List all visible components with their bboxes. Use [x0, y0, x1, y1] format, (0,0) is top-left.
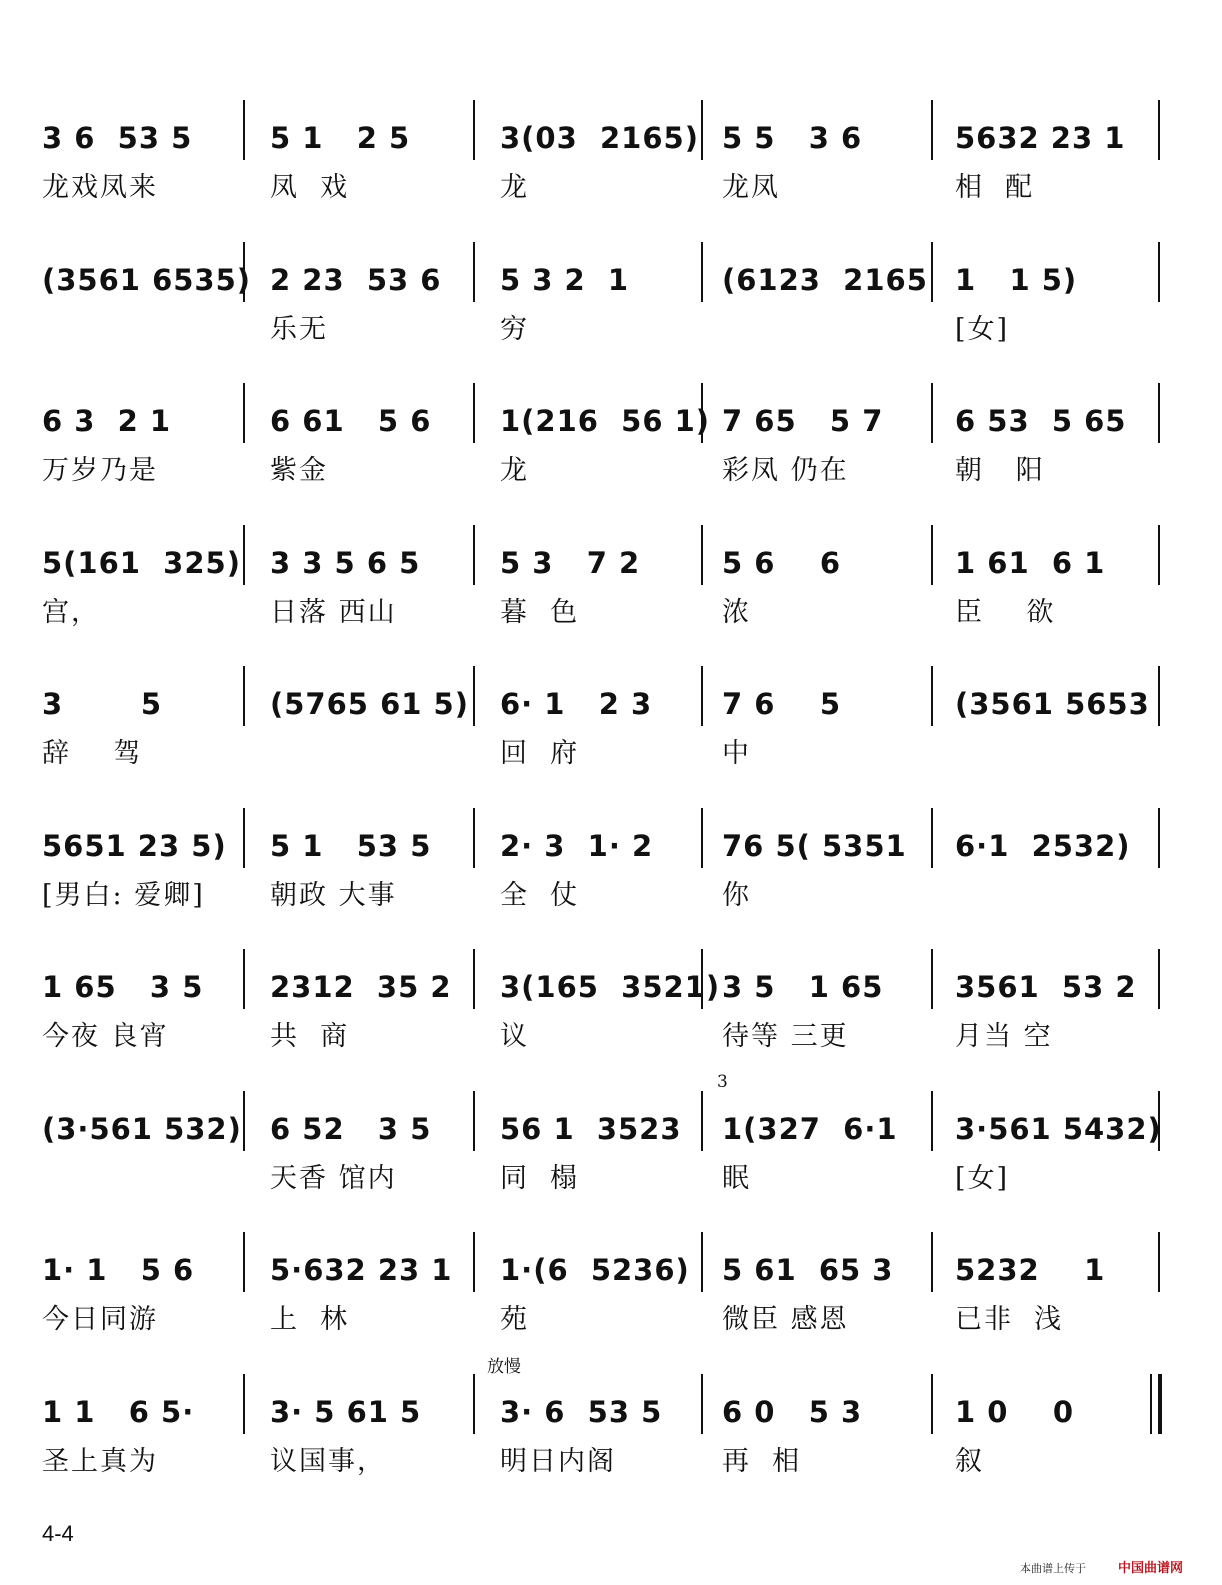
- measure-lyric: 紫金: [270, 455, 328, 486]
- barline: [243, 525, 245, 585]
- measure-lyric: 再 相: [722, 1446, 802, 1477]
- measure-notes: (3561 5653: [955, 687, 1150, 721]
- measure-lyric: 议国事，: [270, 1446, 386, 1477]
- barline: [473, 949, 475, 1009]
- barline: [1158, 383, 1160, 443]
- barline: [1158, 525, 1160, 585]
- barline: [1158, 808, 1160, 868]
- measure-lyric: [女]: [955, 1163, 1010, 1194]
- measure-notes: 5(161 325): [42, 546, 241, 580]
- measure-notes: 6 53 5 65: [955, 404, 1127, 438]
- measure-notes: (6123 2165: [722, 263, 928, 297]
- measure-notes: 3 5: [42, 687, 163, 721]
- measure-lyric: 今夜 良宵: [42, 1021, 169, 1052]
- score-system: [0, 1091, 1222, 1231]
- measure-notes: 2· 3 1· 2: [500, 829, 654, 863]
- barline: [243, 1232, 245, 1292]
- measure-lyric: 龙凤: [722, 172, 780, 203]
- measure-lyric: 你: [722, 880, 751, 911]
- barline: [1158, 666, 1160, 726]
- barline: [931, 949, 933, 1009]
- barline: [931, 1091, 933, 1151]
- measure-lyric: 上 林: [270, 1304, 350, 1335]
- measure-notes: 56 1 3523: [500, 1112, 682, 1146]
- measure-notes: 3· 5 61 5: [270, 1395, 422, 1429]
- measure-notes: 3· 6 53 5: [500, 1395, 663, 1429]
- measure-lyric: [女]: [955, 314, 1010, 345]
- barline: [243, 666, 245, 726]
- measure-lyric: 宫，: [42, 597, 100, 628]
- measure-lyric: 天香 馆内: [270, 1163, 397, 1194]
- measure-lyric: 共 商: [270, 1021, 350, 1052]
- barline: [931, 100, 933, 160]
- measure-notes: (3·561 532): [42, 1112, 242, 1146]
- barline: [931, 808, 933, 868]
- measure-lyric: 臣 欲: [955, 597, 1056, 628]
- barline: [931, 242, 933, 302]
- barline: [701, 1091, 703, 1151]
- measure-lyric: 凤 戏: [270, 172, 350, 203]
- barline: [701, 242, 703, 302]
- measure-lyric: 乐无: [270, 314, 328, 345]
- measure-lyric: 全 仗: [500, 880, 580, 911]
- barline: [701, 1232, 703, 1292]
- measure-lyric: 待等 三更: [722, 1021, 849, 1052]
- barline: [243, 808, 245, 868]
- measure-notes: 3 6 53 5: [42, 121, 193, 155]
- barline: [243, 100, 245, 160]
- measure-notes: 2 23 53 6: [270, 263, 442, 297]
- measure-notes: 1· 1 5 6: [42, 1253, 195, 1287]
- barline: [701, 525, 703, 585]
- measure-notes: 1·(6 5236): [500, 1253, 690, 1287]
- barline: [931, 1374, 933, 1434]
- measure-lyric: 月当 空: [955, 1021, 1053, 1052]
- measure-notes: 3 3 5 6 5: [270, 546, 421, 580]
- measure-lyric: 彩凤 仍在: [722, 455, 849, 486]
- measure-lyric: 已非 浅: [955, 1304, 1064, 1335]
- measure-lyric: 浓: [722, 597, 751, 628]
- measure-notes: (3561 6535): [42, 263, 252, 297]
- barline: [473, 666, 475, 726]
- measure-notes: 1 1 6 5·: [42, 1395, 195, 1429]
- score-system: [0, 525, 1222, 665]
- measure-lyric: 暮 色: [500, 597, 580, 628]
- measure-notes: 5·632 23 1: [270, 1253, 453, 1287]
- score-system: [0, 949, 1222, 1089]
- measure-lyric: 万岁乃是: [42, 455, 158, 486]
- score-system: [0, 1374, 1222, 1514]
- barline: [1158, 1232, 1160, 1292]
- page-number: 4-4: [42, 1521, 74, 1546]
- triplet-mark: 3: [717, 1072, 728, 1092]
- barline: [473, 1091, 475, 1151]
- measure-lyric: 圣上真为: [42, 1446, 158, 1477]
- measure-lyric: 穷: [500, 314, 529, 345]
- measure-notes: 6· 1 2 3: [500, 687, 653, 721]
- final-barline: [1158, 1374, 1162, 1434]
- measure-lyric: 微臣 感恩: [722, 1304, 849, 1335]
- measure-lyric: 同 榻: [500, 1163, 580, 1194]
- measure-notes: 5 1 53 5: [270, 829, 432, 863]
- measure-notes: 5 1 2 5: [270, 121, 411, 155]
- measure-notes: 5232 1: [955, 1253, 1106, 1287]
- barline: [473, 100, 475, 160]
- final-barline-thin: [1150, 1374, 1152, 1434]
- measure-lyric: 朝 阳: [955, 455, 1045, 486]
- barline: [931, 666, 933, 726]
- measure-lyric: 朝政 大事: [270, 880, 397, 911]
- score-system: [0, 383, 1222, 523]
- measure-lyric: [男白: 爱卿]: [42, 880, 205, 911]
- barline: [243, 1091, 245, 1151]
- barline: [473, 808, 475, 868]
- measure-notes: 3 5 1 65: [722, 970, 884, 1004]
- measure-notes: 3561 53 2: [955, 970, 1137, 1004]
- measure-notes: 3(165 3521): [500, 970, 721, 1004]
- measure-notes: 1 65 3 5: [42, 970, 204, 1004]
- measure-lyric: 中: [722, 738, 751, 769]
- barline: [701, 808, 703, 868]
- measure-lyric: 辞 驾: [42, 738, 143, 769]
- measure-notes: 5 3 2 1: [500, 263, 630, 297]
- barline: [1158, 242, 1160, 302]
- measure-notes: 5 6 6: [722, 546, 842, 580]
- measure-notes: 2312 35 2: [270, 970, 452, 1004]
- barline: [473, 1232, 475, 1292]
- barline: [931, 525, 933, 585]
- barline: [473, 242, 475, 302]
- measure-notes: 3·561 5432): [955, 1112, 1162, 1146]
- tempo-mark: 放慢: [487, 1357, 521, 1377]
- score-system: [0, 808, 1222, 948]
- barline: [243, 1374, 245, 1434]
- measure-lyric: 回 府: [500, 738, 580, 769]
- measure-lyric: 今日同游: [42, 1304, 158, 1335]
- measure-lyric: 龙: [500, 172, 529, 203]
- score-system: [0, 666, 1222, 806]
- measure-notes: 1 0 0: [955, 1395, 1075, 1429]
- barline: [473, 383, 475, 443]
- score-system: [0, 1232, 1222, 1372]
- measure-notes: (5765 61 5): [270, 687, 469, 721]
- barline: [473, 525, 475, 585]
- measure-notes: 5632 23 1: [955, 121, 1126, 155]
- measure-notes: 1 61 6 1: [955, 546, 1106, 580]
- barline: [473, 1374, 475, 1434]
- barline: [931, 383, 933, 443]
- measure-notes: 5 5 3 6: [722, 121, 863, 155]
- measure-lyric: 日落 西山: [270, 597, 397, 628]
- barline: [243, 949, 245, 1009]
- measure-notes: 5 61 65 3: [722, 1253, 894, 1287]
- measure-notes: 1(216 56 1): [500, 404, 711, 438]
- measure-notes: 5 3 7 2: [500, 546, 641, 580]
- measure-lyric: 龙戏凤来: [42, 172, 158, 203]
- barline: [1158, 949, 1160, 1009]
- measure-notes: 7 65 5 7: [722, 404, 884, 438]
- measure-notes: 1(327 6·1: [722, 1112, 898, 1146]
- measure-lyric: 龙: [500, 455, 529, 486]
- score-system: [0, 100, 1222, 240]
- measure-notes: 6 52 3 5: [270, 1112, 432, 1146]
- barline: [243, 383, 245, 443]
- measure-notes: 5651 23 5): [42, 829, 227, 863]
- measure-notes: 6 3 2 1: [42, 404, 172, 438]
- barline: [701, 666, 703, 726]
- measure-lyric: 明日内阁: [500, 1446, 616, 1477]
- measure-notes: 6 61 5 6: [270, 404, 432, 438]
- measure-lyric: 苑: [500, 1304, 529, 1335]
- measure-notes: 76 5( 5351: [722, 829, 907, 863]
- barline: [931, 1232, 933, 1292]
- score-system: [0, 242, 1222, 382]
- measure-notes: 3(03 2165): [500, 121, 699, 155]
- measure-notes: 6·1 2532): [955, 829, 1131, 863]
- measure-lyric: 眠: [722, 1163, 751, 1194]
- measure-notes: 6 0 5 3: [722, 1395, 863, 1429]
- site-logo: 中国曲谱网: [1118, 1561, 1184, 1576]
- measure-lyric: 议: [500, 1021, 529, 1052]
- measure-lyric: 叙: [955, 1446, 984, 1477]
- barline: [1158, 100, 1160, 160]
- upload-credit: 本曲谱上传于: [1020, 1562, 1086, 1575]
- measure-notes: 7 6 5: [722, 687, 842, 721]
- measure-notes: 1 1 5): [955, 263, 1078, 297]
- barline: [701, 1374, 703, 1434]
- barline: [701, 100, 703, 160]
- measure-lyric: 相 配: [955, 172, 1035, 203]
